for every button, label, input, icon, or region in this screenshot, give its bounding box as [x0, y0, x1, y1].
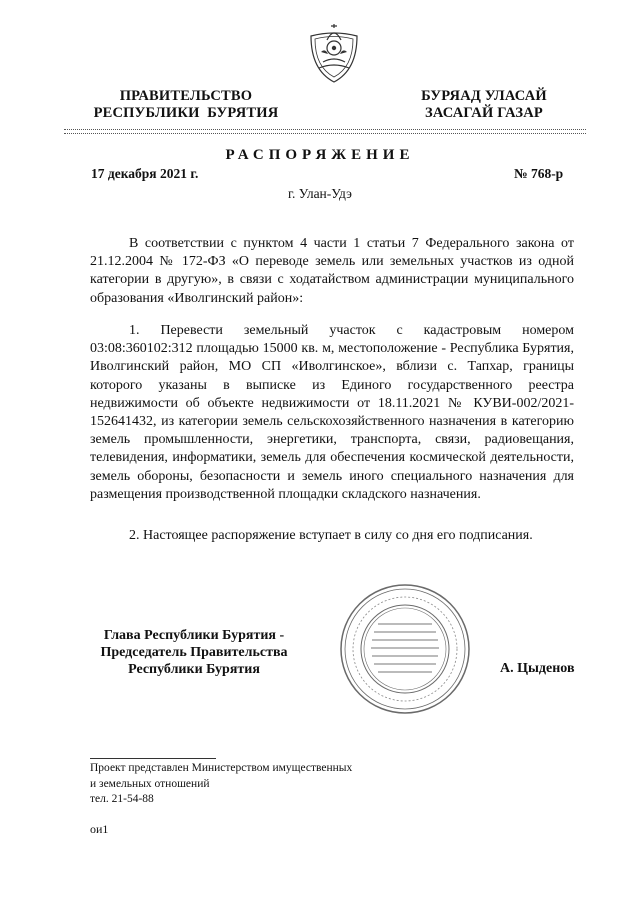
signer-position-line: Глава Республики Бурятия -	[103, 628, 285, 643]
signer-position-line: Республики Бурятия	[128, 662, 260, 677]
government-name-russian	[76, 88, 296, 122]
signer-position	[88, 627, 300, 678]
footnote-line: Проект представлен Министерством имущественных	[90, 762, 353, 774]
coat-of-arms-icon	[303, 22, 365, 86]
org-line: БУРЯАД УЛАСАЙ	[421, 88, 547, 104]
document-title: РАСПОРЯЖЕНИЕ	[225, 147, 415, 163]
header-divider	[64, 129, 586, 130]
signer-position-line: Председатель Правительства	[100, 645, 288, 660]
header-divider	[64, 133, 586, 134]
footnote-line: и земельных отношений	[90, 777, 210, 790]
document-city: г. Улан-Удэ	[288, 186, 352, 201]
document-code: ои1	[90, 822, 109, 836]
official-seal-icon	[336, 580, 474, 718]
footnote-line: тел. 21-54-88	[90, 793, 154, 805]
body-paragraph: 1. Перевести земельный участок с кадастровым номером 03:08:360102:312 площадью 15000 кв. м, местоположение - Республика Бурятия, Иволгинский район, МО СП «Иволгинское», вблизи с. Тапхар, границы которого указаны в выписке из Единого государственного реестра недвижимости об объекте недвижимости от 18.11.2021 № КУВИ-002/2021-152641432, из категории земель сельскохозяйственного назначения в категорию земель промышленности, энергетики, транспорта, связи, радиовещания, телевидения, информатики, земель для обеспечения космической деятельности, земель обороны, безопасности и земель иного специального назначения для размещения производственной площадки складского назначения.	[90, 323, 574, 502]
footnote	[90, 761, 410, 808]
org-line: ПРАВИТЕЛЬСТВО	[119, 88, 253, 104]
document-number: № 768-р	[514, 166, 564, 181]
org-line: ЗАСАГАЙ ГАЗАР	[425, 105, 543, 121]
body-paragraph: 2. Настоящее распоряжение вступает в силу со дня его подписания.	[129, 528, 533, 543]
signer-name: А. Цыденов	[500, 661, 575, 676]
body-paragraph: В соответствии с пунктом 4 части 1 статьи 7 Федерального закона от 21.12.2004 № 172-ФЗ «О переводе земель или земельных участков из одной категории в другую», в связи с ходатайством администрации муниципального образования «Иволгинский район»:	[90, 236, 574, 306]
footnote-divider	[90, 758, 216, 759]
org-line: РЕСПУБЛИКИ БУРЯТИЯ	[93, 105, 279, 121]
document-date: 17 декабря 2021 г.	[91, 166, 199, 181]
government-name-buryat	[374, 88, 594, 122]
